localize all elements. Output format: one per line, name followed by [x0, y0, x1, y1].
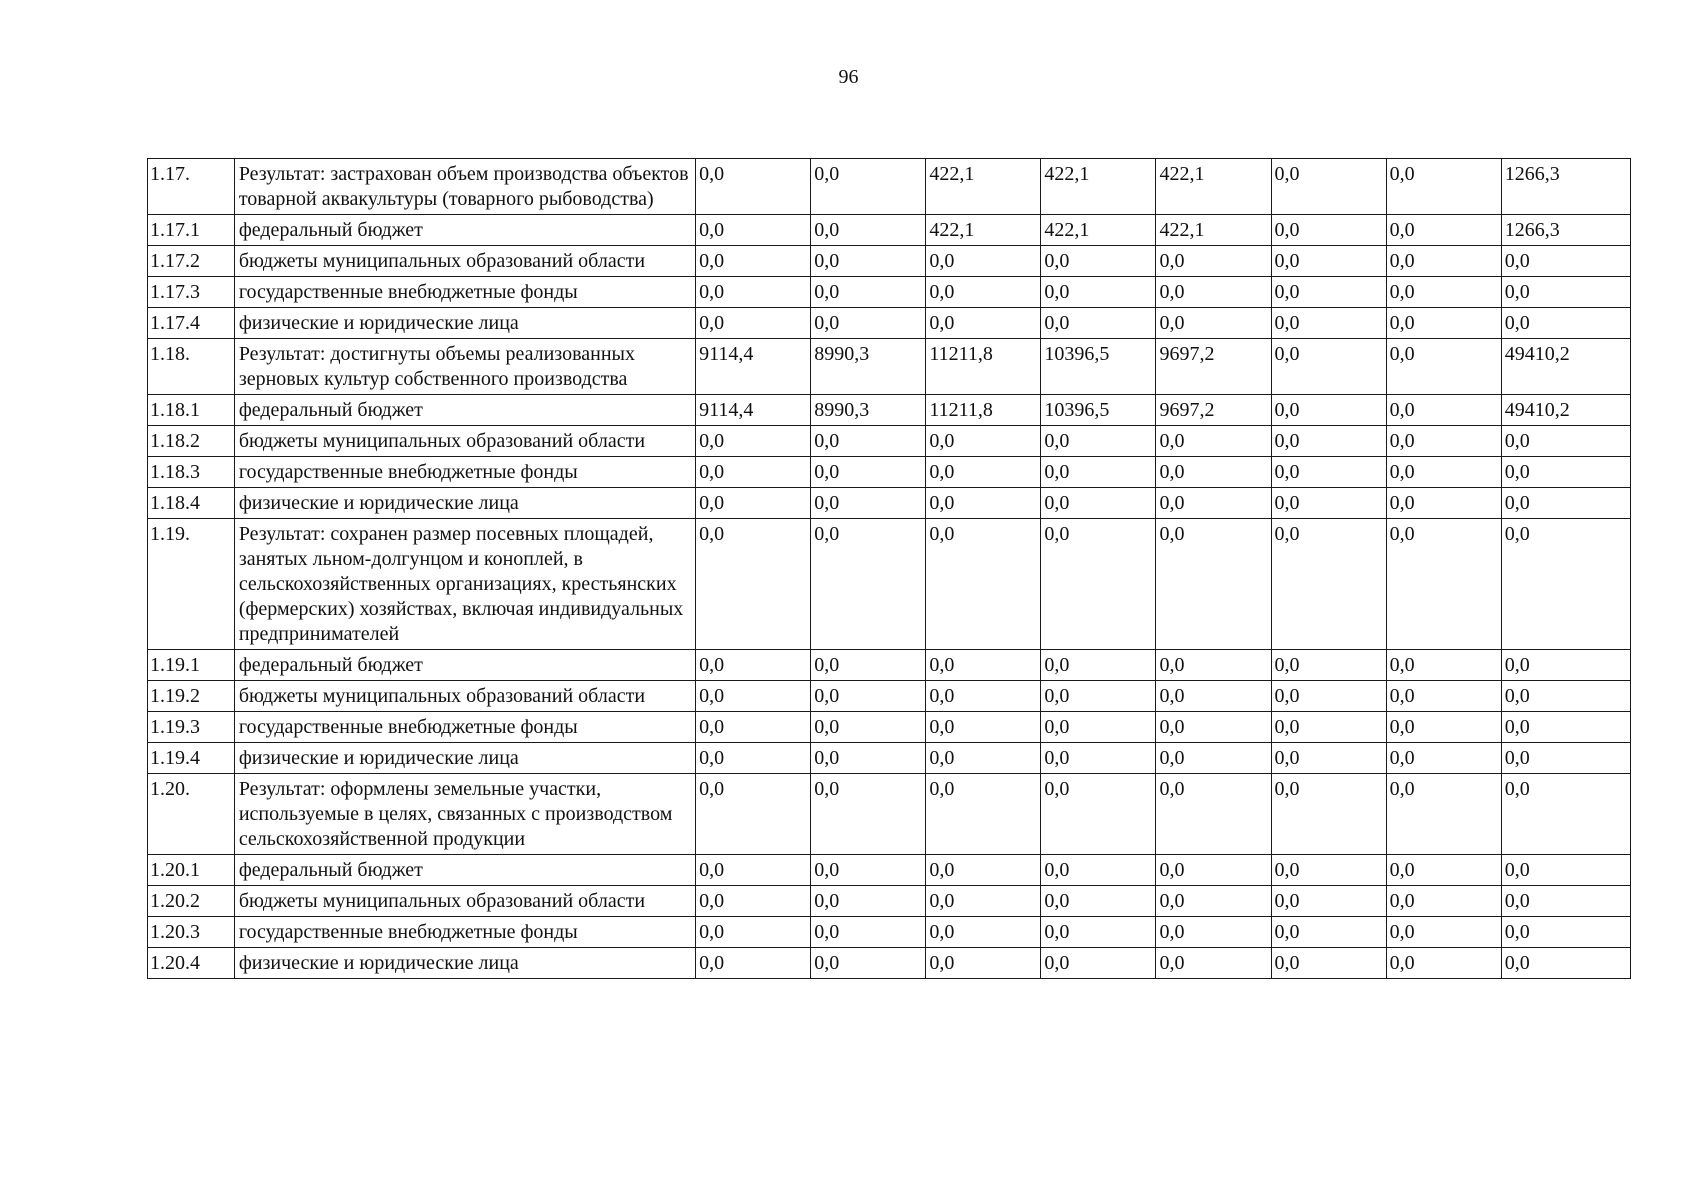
row-code: 1.17.3: [148, 277, 235, 308]
row-total-value: 0,0: [1501, 246, 1630, 277]
row-value: 0,0: [696, 308, 811, 339]
row-value: 0,0: [1386, 712, 1501, 743]
row-total-value: 0,0: [1501, 774, 1630, 855]
row-value: 0,0: [1041, 426, 1156, 457]
row-value: 422,1: [926, 215, 1041, 246]
row-name: Результат: достигнуты объемы реализованных зерновых культур собственного производства: [234, 339, 695, 395]
table-row: [148, 712, 1631, 743]
table-row: [148, 395, 1631, 426]
row-value: 0,0: [1271, 339, 1386, 395]
row-value: 0,0: [1271, 650, 1386, 681]
table-row: [148, 886, 1631, 917]
row-value: 8990,3: [811, 339, 926, 395]
row-total-value: 0,0: [1501, 426, 1630, 457]
row-value: 0,0: [1041, 743, 1156, 774]
row-code: 1.19.2: [148, 681, 235, 712]
row-value: 422,1: [1156, 159, 1271, 215]
table-row: [148, 917, 1631, 948]
row-value: 0,0: [1041, 308, 1156, 339]
row-value: 0,0: [1271, 215, 1386, 246]
row-code: 1.20.4: [148, 948, 235, 979]
row-value: 0,0: [1156, 774, 1271, 855]
row-value: 0,0: [1386, 855, 1501, 886]
row-value: 0,0: [1156, 308, 1271, 339]
row-value: 0,0: [1386, 457, 1501, 488]
table-row: [148, 339, 1631, 395]
table-row: [148, 774, 1631, 855]
row-value: 0,0: [926, 457, 1041, 488]
row-value: 11211,8: [926, 339, 1041, 395]
table-row: [148, 308, 1631, 339]
row-value: 0,0: [811, 650, 926, 681]
row-code: 1.17.2: [148, 246, 235, 277]
table-row: [148, 488, 1631, 519]
row-value: 0,0: [1271, 277, 1386, 308]
row-value: 8990,3: [811, 395, 926, 426]
row-value: 0,0: [926, 308, 1041, 339]
row-total-value: 0,0: [1501, 681, 1630, 712]
row-code: 1.19.1: [148, 650, 235, 681]
row-name: федеральный бюджет: [234, 650, 695, 681]
row-value: 0,0: [696, 743, 811, 774]
row-value: 10396,5: [1041, 395, 1156, 426]
row-value: 0,0: [811, 308, 926, 339]
row-code: 1.18.1: [148, 395, 235, 426]
row-value: 0,0: [926, 426, 1041, 457]
row-value: 422,1: [1041, 159, 1156, 215]
row-value: 0,0: [926, 712, 1041, 743]
row-value: 0,0: [1271, 426, 1386, 457]
row-code: 1.20.3: [148, 917, 235, 948]
row-value: 0,0: [811, 743, 926, 774]
row-name: Результат: сохранен размер посевных площадей, занятых льном-долгунцом и коноплей, в сельскохозяйственных организациях, крестьянских (фермерских) хозяйствах, включая индивидуальных предпринимателей: [234, 519, 695, 650]
row-value: 0,0: [811, 681, 926, 712]
row-value: 0,0: [696, 886, 811, 917]
row-value: 0,0: [926, 681, 1041, 712]
row-value: 0,0: [1156, 488, 1271, 519]
row-value: 9697,2: [1156, 395, 1271, 426]
row-code: 1.18.: [148, 339, 235, 395]
row-value: 0,0: [696, 215, 811, 246]
row-total-value: 0,0: [1501, 886, 1630, 917]
row-code: 1.18.4: [148, 488, 235, 519]
row-value: 0,0: [1271, 159, 1386, 215]
row-value: 0,0: [1271, 774, 1386, 855]
table-row: [148, 246, 1631, 277]
row-name: бюджеты муниципальных образований области: [234, 426, 695, 457]
table-row: [148, 457, 1631, 488]
table-row: [148, 519, 1631, 650]
row-value: 0,0: [811, 246, 926, 277]
row-value: 422,1: [1156, 215, 1271, 246]
row-name: федеральный бюджет: [234, 855, 695, 886]
row-total-value: 0,0: [1501, 519, 1630, 650]
row-value: 0,0: [1041, 774, 1156, 855]
row-value: 0,0: [1271, 948, 1386, 979]
row-value: 11211,8: [926, 395, 1041, 426]
table-row: [148, 277, 1631, 308]
row-value: 0,0: [1386, 948, 1501, 979]
row-value: 0,0: [1156, 886, 1271, 917]
row-value: 0,0: [696, 650, 811, 681]
row-value: 0,0: [1271, 886, 1386, 917]
row-value: 0,0: [1271, 457, 1386, 488]
row-value: 0,0: [1271, 395, 1386, 426]
row-code: 1.18.3: [148, 457, 235, 488]
row-value: 0,0: [1271, 308, 1386, 339]
page-number: 96: [838, 66, 859, 88]
row-value: 0,0: [696, 917, 811, 948]
row-name: государственные внебюджетные фонды: [234, 457, 695, 488]
row-value: 9697,2: [1156, 339, 1271, 395]
row-value: 0,0: [1156, 457, 1271, 488]
row-value: 0,0: [1271, 488, 1386, 519]
row-value: 0,0: [811, 277, 926, 308]
row-name: физические и юридические лица: [234, 743, 695, 774]
row-name: физические и юридические лица: [234, 948, 695, 979]
row-value: 0,0: [1386, 215, 1501, 246]
row-value: 0,0: [1041, 886, 1156, 917]
row-total-value: 0,0: [1501, 308, 1630, 339]
budget-table-container: [147, 158, 1631, 979]
row-value: 0,0: [696, 712, 811, 743]
row-name: физические и юридические лица: [234, 308, 695, 339]
row-name: бюджеты муниципальных образований области: [234, 886, 695, 917]
row-value: 0,0: [696, 948, 811, 979]
row-value: 0,0: [1041, 519, 1156, 650]
row-value: 0,0: [696, 457, 811, 488]
row-value: 0,0: [1041, 488, 1156, 519]
row-value: 0,0: [1041, 948, 1156, 979]
row-name: государственные внебюджетные фонды: [234, 917, 695, 948]
row-code: 1.19.3: [148, 712, 235, 743]
row-value: 0,0: [1386, 917, 1501, 948]
row-value: 0,0: [926, 277, 1041, 308]
row-value: 0,0: [1156, 519, 1271, 650]
row-value: 0,0: [696, 488, 811, 519]
row-value: 0,0: [1386, 395, 1501, 426]
row-value: 0,0: [926, 886, 1041, 917]
row-value: 0,0: [1386, 308, 1501, 339]
row-code: 1.20.1: [148, 855, 235, 886]
row-name: Результат: оформлены земельные участки, используемые в целях, связанных с производством сельскохозяйственной продукции: [234, 774, 695, 855]
row-value: 0,0: [811, 886, 926, 917]
row-value: 0,0: [1386, 159, 1501, 215]
table-row: [148, 855, 1631, 886]
row-value: 0,0: [811, 519, 926, 650]
row-value: 0,0: [811, 457, 926, 488]
row-value: 0,0: [1156, 743, 1271, 774]
row-total-value: 0,0: [1501, 948, 1630, 979]
row-name: государственные внебюджетные фонды: [234, 277, 695, 308]
row-value: 0,0: [696, 774, 811, 855]
row-value: 0,0: [926, 774, 1041, 855]
row-code: 1.18.2: [148, 426, 235, 457]
row-value: 0,0: [1271, 519, 1386, 650]
row-value: 0,0: [696, 159, 811, 215]
row-value: 0,0: [1156, 681, 1271, 712]
table-row: [148, 159, 1631, 215]
row-value: 0,0: [1156, 650, 1271, 681]
row-value: 0,0: [1156, 917, 1271, 948]
row-value: 0,0: [696, 855, 811, 886]
row-value: 0,0: [696, 681, 811, 712]
row-code: 1.17.1: [148, 215, 235, 246]
row-name: федеральный бюджет: [234, 215, 695, 246]
row-value: 0,0: [1156, 948, 1271, 979]
row-value: 9114,4: [696, 395, 811, 426]
row-value: 0,0: [926, 917, 1041, 948]
row-name: федеральный бюджет: [234, 395, 695, 426]
row-value: 0,0: [811, 917, 926, 948]
row-value: 0,0: [1041, 277, 1156, 308]
row-value: 0,0: [926, 488, 1041, 519]
row-value: 0,0: [1156, 712, 1271, 743]
row-value: 0,0: [1271, 855, 1386, 886]
row-total-value: 1266,3: [1501, 159, 1630, 215]
row-value: 0,0: [811, 215, 926, 246]
row-value: 422,1: [1041, 215, 1156, 246]
row-value: 0,0: [696, 277, 811, 308]
row-code: 1.19.: [148, 519, 235, 650]
row-value: 0,0: [1041, 681, 1156, 712]
row-name: бюджеты муниципальных образований области: [234, 681, 695, 712]
row-value: 0,0: [926, 650, 1041, 681]
row-value: 0,0: [1041, 650, 1156, 681]
row-value: 0,0: [1041, 855, 1156, 886]
row-code: 1.19.4: [148, 743, 235, 774]
row-name: Результат: застрахован объем производства объектов товарной аквакультуры (товарного рыбоводства): [234, 159, 695, 215]
row-value: 0,0: [1156, 426, 1271, 457]
table-row: [148, 426, 1631, 457]
row-value: 0,0: [926, 246, 1041, 277]
row-value: 0,0: [1386, 650, 1501, 681]
row-value: 0,0: [1386, 886, 1501, 917]
row-value: 0,0: [811, 159, 926, 215]
row-value: 0,0: [1041, 457, 1156, 488]
row-name: физические и юридические лица: [234, 488, 695, 519]
row-value: 0,0: [1386, 681, 1501, 712]
row-total-value: 0,0: [1501, 277, 1630, 308]
row-value: 0,0: [1156, 277, 1271, 308]
row-value: 0,0: [811, 855, 926, 886]
row-value: 0,0: [926, 855, 1041, 886]
row-value: 0,0: [696, 519, 811, 650]
table-row: [148, 650, 1631, 681]
row-value: 0,0: [1271, 743, 1386, 774]
row-value: 0,0: [811, 488, 926, 519]
row-value: 0,0: [926, 743, 1041, 774]
row-total-value: 0,0: [1501, 743, 1630, 774]
row-name: бюджеты муниципальных образований области: [234, 246, 695, 277]
row-value: 0,0: [811, 774, 926, 855]
row-value: 0,0: [696, 246, 811, 277]
table-row: [148, 681, 1631, 712]
row-value: 0,0: [1156, 246, 1271, 277]
row-value: 0,0: [1156, 855, 1271, 886]
row-value: 0,0: [926, 519, 1041, 650]
row-value: 0,0: [1271, 246, 1386, 277]
row-value: 0,0: [811, 948, 926, 979]
row-value: 10396,5: [1041, 339, 1156, 395]
table-row: [148, 215, 1631, 246]
row-code: 1.17.4: [148, 308, 235, 339]
row-code: 1.20.2: [148, 886, 235, 917]
row-value: 0,0: [1386, 246, 1501, 277]
row-value: 0,0: [1271, 681, 1386, 712]
row-total-value: 1266,3: [1501, 215, 1630, 246]
row-total-value: 0,0: [1501, 488, 1630, 519]
row-value: 422,1: [926, 159, 1041, 215]
row-total-value: 49410,2: [1501, 339, 1630, 395]
row-value: 0,0: [1386, 743, 1501, 774]
row-code: 1.17.: [148, 159, 235, 215]
row-value: 0,0: [1041, 712, 1156, 743]
row-code: 1.20.: [148, 774, 235, 855]
row-total-value: 0,0: [1501, 855, 1630, 886]
row-value: 0,0: [811, 426, 926, 457]
row-total-value: 49410,2: [1501, 395, 1630, 426]
row-value: 0,0: [1386, 774, 1501, 855]
row-total-value: 0,0: [1501, 712, 1630, 743]
row-value: 0,0: [1271, 917, 1386, 948]
row-value: 0,0: [811, 712, 926, 743]
row-value: 9114,4: [696, 339, 811, 395]
table-row: [148, 948, 1631, 979]
budget-table: [147, 158, 1631, 979]
row-total-value: 0,0: [1501, 457, 1630, 488]
row-value: 0,0: [696, 426, 811, 457]
budget-table-body: [148, 159, 1631, 979]
row-value: 0,0: [1386, 277, 1501, 308]
row-value: 0,0: [1041, 246, 1156, 277]
table-row: [148, 743, 1631, 774]
row-value: 0,0: [1271, 712, 1386, 743]
row-value: 0,0: [1386, 339, 1501, 395]
row-value: 0,0: [926, 948, 1041, 979]
row-value: 0,0: [1386, 519, 1501, 650]
row-value: 0,0: [1386, 426, 1501, 457]
row-value: 0,0: [1386, 488, 1501, 519]
row-value: 0,0: [1041, 917, 1156, 948]
row-total-value: 0,0: [1501, 650, 1630, 681]
row-total-value: 0,0: [1501, 917, 1630, 948]
row-name: государственные внебюджетные фонды: [234, 712, 695, 743]
